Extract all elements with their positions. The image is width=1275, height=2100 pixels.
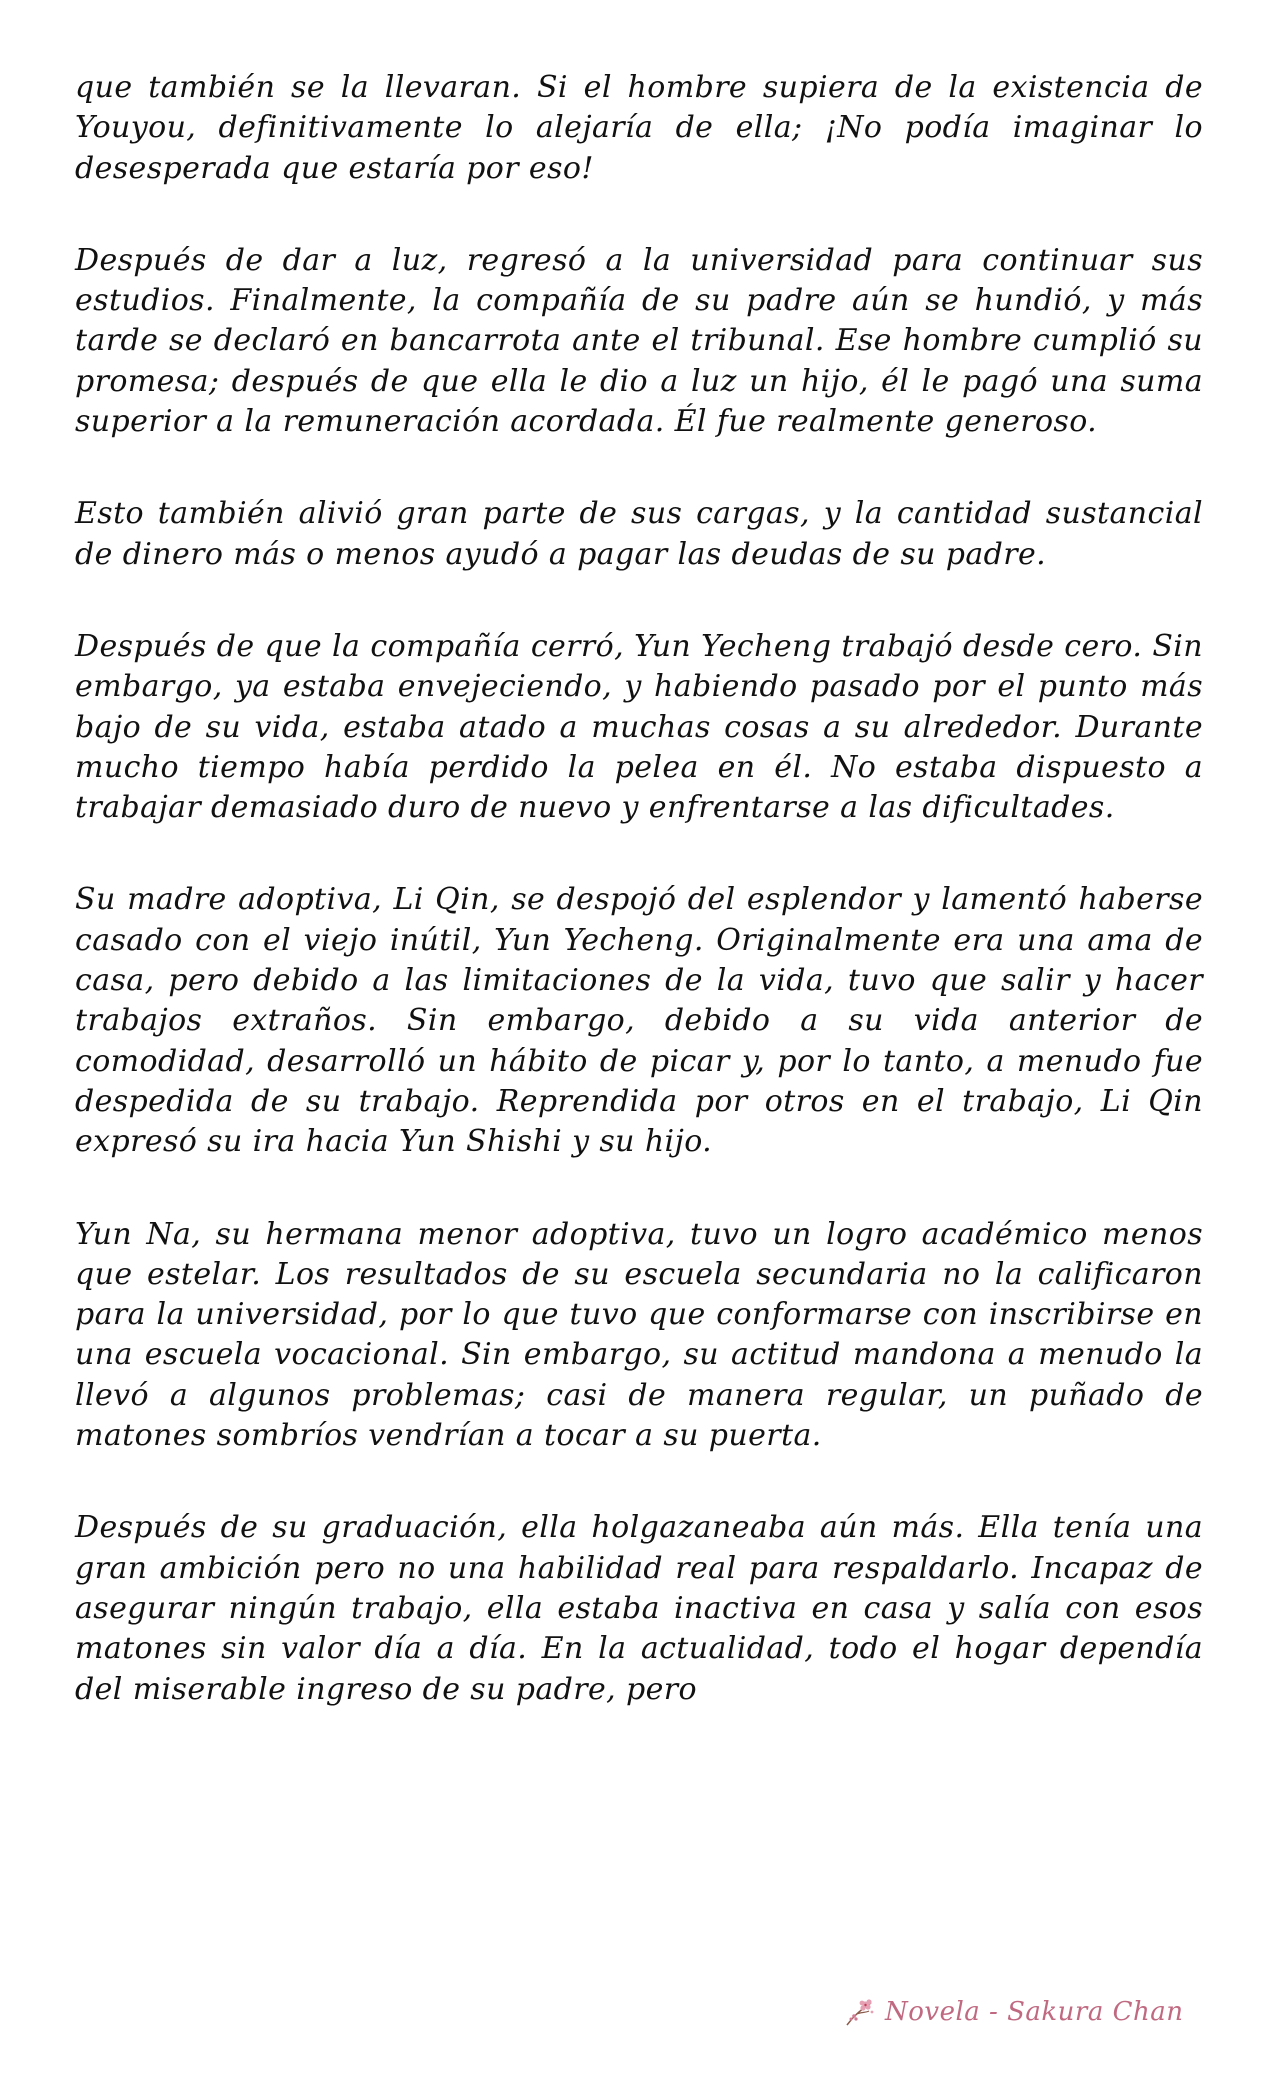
document-body	[75, 68, 1203, 1762]
paragraph: Después de dar a luz, regresó a la universidad para continuar sus estudios. Finalmente, la compañía de su padre aún se hundió, y más tarde se declaró en bancarrota ante el tribunal. Ese hombre cumplió su promesa; después de que ella le dio a luz un hijo, él le pagó una suma superior a la remuneración acordada. Él fue realmente generoso.	[75, 242, 1203, 440]
paragraph: Su madre adoptiva, Li Qin, se despojó del esplendor y lamentó haberse casado con el viejo inútil, Yun Yecheng. Originalmente era una ama de casa, pero debido a las limitaciones de la vida, tuvo que salir y hacer trabajos extraños. Sin embargo, debido a su vida anterior de comodidad, desarrolló un hábito de picar y, por lo tanto, a menudo fue despedida de su trabajo. Reprendida por otros en el trabajo, Li Qin expresó su ira hacia Yun Shishi y su hijo.	[75, 882, 1203, 1160]
cherry-blossom-icon	[843, 1995, 877, 2029]
paragraph: Yun Na, su hermana menor adoptiva, tuvo un logro académico menos que estelar. Los resultados de su escuela secundaria no la calificaron para la universidad, por lo que tuvo que conformarse con inscribirse en una escuela vocacional. Sin embargo, su actitud mandona a menudo la llevó a algunos problemas; casi de manera regular, un puñado de matones sombríos vendrían a tocar a su puerta.	[75, 1216, 1203, 1454]
watermark-text: Novela - Sakura Chan	[885, 1997, 1184, 2027]
paragraph: Esto también alivió gran parte de sus cargas, y la cantidad sustancial de dinero más o menos ayudó a pagar las deudas de su padre.	[75, 496, 1203, 572]
watermark	[843, 1992, 1184, 2032]
paragraph: que también se la llevaran. Si el hombre supiera de la existencia de Youyou, definitivamente lo alejaría de ella; ¡No podía imaginar lo desesperada que estaría por eso!	[75, 70, 1203, 186]
paragraph: Después de su graduación, ella holgazaneaba aún más. Ella tenía una gran ambición pero no una habilidad real para respaldarlo. Incapaz de asegurar ningún trabajo, ella estaba inactiva en casa y salía con esos matones sin valor día a día. En la actualidad, todo el hogar dependía del miserable ingreso de su padre, pero	[75, 1510, 1203, 1707]
paragraph: Después de que la compañía cerró, Yun Yecheng trabajó desde cero. Sin embargo, ya estaba envejeciendo, y habiendo pasado por el punto más bajo de su vida, estaba atado a muchas cosas a su alrededor. Durante mucho tiempo había perdido la pelea en él. No estaba dispuesto a trabajar demasiado duro de nuevo y enfrentarse a las dificultades.	[75, 628, 1203, 826]
